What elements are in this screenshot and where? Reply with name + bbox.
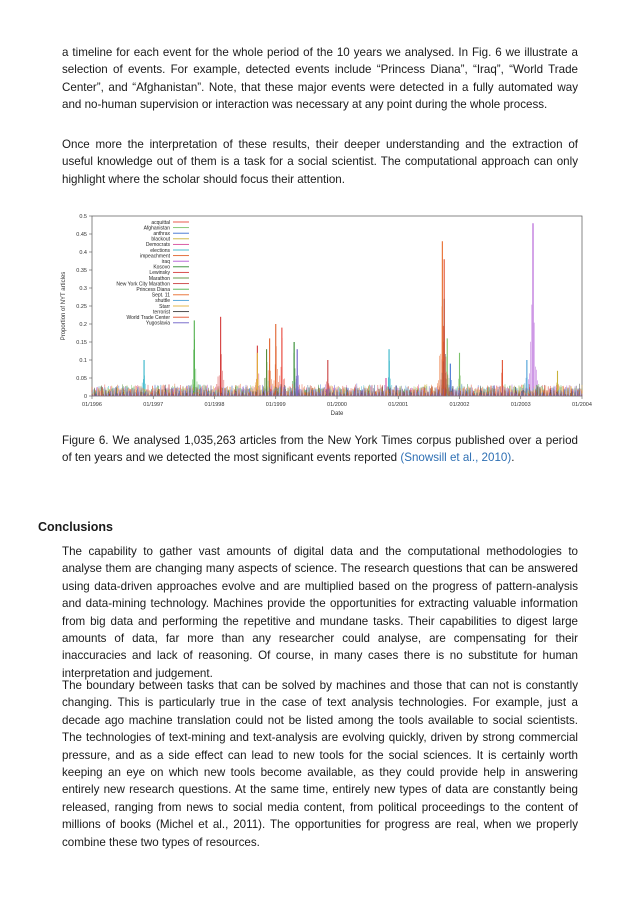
paragraph-conclusions-2: The boundary between tasks that can be solved by machines and those that can not is constantly changing. This is particularly true in the case of text analysis technologies. For example, just a decade ago machine translation could not be listed among the tools available to social scientists. The technologies of text-mining and text-analysis are evolving quickly, driven by strong commercial pressure, and as a side effect can lead to new tools for the social sciences. It is certainly worth keeping an eye on which new tools become available, as they could provide help in answering entirely new research questions. At the same time, entirely new types of data are constantly being released, ranging from news to social media content, from political proceedings to the content of millions of books (Michel et al., 2011). The opportunities for progress are real, when we properly combine these two types of resources. bbox=[62, 679, 578, 849]
caption-period: . bbox=[511, 451, 515, 465]
x-tick-label: 01/1999 bbox=[265, 402, 286, 408]
legend-label: Starr bbox=[159, 303, 170, 310]
y-tick-label: 0.05 bbox=[76, 376, 87, 382]
x-tick-label: 01/2000 bbox=[327, 402, 347, 408]
legend-label: Yugoslavia bbox=[145, 320, 170, 327]
y-tick-label: 0.45 bbox=[76, 232, 87, 238]
legend-label: impeachment bbox=[139, 253, 170, 260]
x-tick-label: 01/2003 bbox=[510, 402, 531, 408]
x-tick-label: 01/2004 bbox=[572, 402, 592, 408]
y-tick-label: 0.2 bbox=[79, 322, 87, 328]
legend-label: New York City Marathon bbox=[116, 281, 170, 288]
legend-label: Sept. 11 bbox=[151, 292, 170, 299]
legend-label: World Trade Center bbox=[126, 315, 170, 321]
y-tick-label: 0.4 bbox=[79, 250, 87, 256]
figure-citation: (Snowsill et al., 2010) bbox=[400, 451, 512, 465]
y-tick-label: 0 bbox=[83, 394, 87, 400]
legend-label: Afghanistan bbox=[143, 225, 170, 232]
paragraph-intro: a timeline for each event for the whole period of the 10 years we analysed. In Fig. 6 we illustrate a selection of events. For example, detected events include “Princess Diana”, “Iraq”, “World Trade Center”, and “Afghanistan”. Note, that these major events were detected in a fully automated way and no-human supervision or interaction was necessary at any point during the whole process. bbox=[62, 46, 578, 112]
x-tick-label: 01/1997 bbox=[143, 402, 164, 408]
y-tick-label: 0.3 bbox=[79, 286, 87, 292]
y-axis-label: Proportion of NYT articles bbox=[61, 271, 67, 341]
events-timeline-chart bbox=[50, 208, 592, 418]
y-tick-label: 0.5 bbox=[79, 214, 87, 220]
paragraph-interpretation: Once more the interpretation of these results, their deeper understanding and the extraction of useful knowledge out of them is a task for a social scientist. The computational approach can only highlight where the scholar should focus their attention. bbox=[62, 138, 578, 186]
y-tick-label: 0.35 bbox=[76, 268, 87, 274]
legend-label: blackout bbox=[151, 236, 170, 243]
x-tick-label: 01/2002 bbox=[449, 402, 470, 408]
section-heading-conclusions: Conclusions bbox=[38, 520, 114, 534]
legend-label: Lewinsky bbox=[149, 270, 170, 277]
x-tick-label: 01/1998 bbox=[204, 402, 225, 408]
legend-label: iraq bbox=[161, 259, 170, 265]
legend-label: Kosovo bbox=[153, 264, 170, 271]
y-tick-label: 0.1 bbox=[79, 358, 87, 364]
legend-label: elections bbox=[150, 247, 170, 254]
x-tick-label: 01/1996 bbox=[82, 402, 102, 408]
legend-label: shuttle bbox=[155, 298, 170, 305]
figure-caption-text: Figure 6. We analysed 1,035,263 articles from the New York Times corpus published over a period of ten years and we detected the most significant events reported bbox=[62, 434, 578, 465]
legend-label: Princess Diana bbox=[136, 287, 170, 293]
figure-caption bbox=[62, 432, 578, 467]
y-tick-label: 0.15 bbox=[76, 340, 87, 346]
legend-label: Democrats bbox=[145, 242, 170, 249]
legend-label: acquittal bbox=[151, 219, 170, 226]
y-tick-label: 0.25 bbox=[76, 304, 87, 310]
legend-label: anthrax bbox=[153, 231, 170, 237]
x-axis-label: Date bbox=[330, 411, 344, 417]
legend-label: terrorist bbox=[153, 309, 170, 316]
x-tick-label: 01/2001 bbox=[388, 402, 409, 408]
paragraph-conclusions-1: The capability to gather vast amounts of digital data and the computational methodologies to analyse them are changing many aspects of science. The research questions that can be answered using data-driven approaches evolve and are multiplied based on the progress of pattern-analysis and data-mining technology. Machines provide the opportunities for extracting valuable information from big data and performing the repetitive and mundane tasks. Their capabilities to digest large amounts of data, far more than any researcher could analyse, are compensating for their inaccuracies and lack of reasoning. Of course, in many cases there is no substitute for human interpretation and judgement. bbox=[62, 545, 578, 680]
legend-label: Marathon bbox=[148, 275, 170, 282]
